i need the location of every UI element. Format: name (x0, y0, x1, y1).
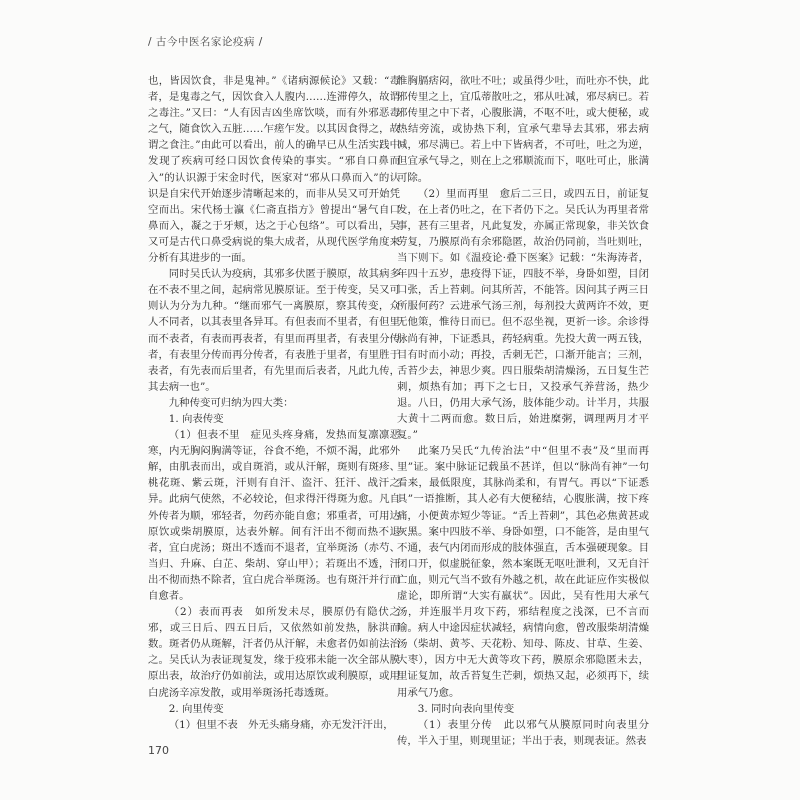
section-heading: 3. 同时向表向里传变 (417, 702, 515, 715)
paragraph: （2）里而再里 愈后二三日，或四五日，前证复发，在上者仍吐之，在下者仍下之。吴氏认为再里者常事，甚有三里者，凡此复发，亦属正常现象，非关饮食劳复，乃膜原尚有余邪隐匿，故治仍同前，当吐则吐，当下则下。如《温疫论·叠下医案》记载：“朱海涛者，年四十五岁，患疫得下证，四肢不举，身卧如塑，目闭口张，舌上苔刺。问其所苦，不能答。因问其子两三日所服何药？云进承气汤三剂，每剂投大黄两许不效，更无他策，惟待日而已。但不忍坐视，更祈一诊。余诊得脉尚有神，下证悉具，药轻病重。先投大黄一两五钱，目有时而小动；再投，舌刺无芒，口渐开能言；三剂，舌苔少去，神思少爽。四日服柴胡清燥汤，五日复生芒刺，烦热有加；再下之七日，又投承气养营汤，热少退。八日，仍用大承气汤，肢体能少动。计半月，共服大黄十二两而愈。数日后，始进糜粥，调理两月才平复。” (397, 187, 649, 442)
left-column (148, 73, 400, 733)
paragraph: 也，皆因饮食，非是鬼神。”《诸病源候论》又载：“毒者，是鬼毒之气，因饮食入人腹内……连滞停久，故谓之毒注。”又曰：“人有因吉凶坐席饮啖，而有外邪恶毒之气，随食饮入五脏……乍瘥乍发。以其因食得之，故谓之食注。”由此可以看出，前人的确早已从生活实践中发现了疾病可经口因饮食传染的事实。“邪自口鼻而入”的认识源于宋金时代，医家对“邪从口鼻而入”的认识是自宋代开始逐步清晰起来的，而非从吴又可开始凭空而出。宋代杨士瀛《仁斋直指方》曾提出“暑气自口鼻而入，凝之于牙颊，达之于心包络”。可以看出，吴又可是古代口鼻受病说的集大成者，从现代医学角度来分析有其进步的一面。 (148, 75, 400, 265)
right-column (397, 73, 649, 749)
section-heading: 1. 向表传变 (168, 412, 224, 425)
section-heading: 2. 向里传变 (168, 702, 224, 715)
paragraph: （1）但表不里 症见头疼身痛，发热而复凛凛恶寒，内无胸闷胸满等证，谷食不绝，不烦不渴，此邪外解，由肌表而出，或自斑消，或从汗解，斑则有斑疹、桃花斑、紫云斑，汗则有自汗、盗汗、狂汗、战汗之异。此病气使然，不必较论，但求得汗得斑为愈。凡自外传者为顺，邪轻者，勿药亦能自愈；邪重者，可用达原饮或柴胡膜原，达表外解。间有汗出不彻而热不退者，宜白虎汤；斑出不透而不退者，宜举斑汤（赤芍、当归、升麻、白芷、柴胡、穿山甲）；若斑出不透，汗出不彻而热不除者，宜白虎合举斑汤。也有斑汗并行而自愈者。 (148, 429, 400, 602)
paragraph: 此案乃吴氏“九传治法”中“但里不表”及“里而再里”证。案中脉证记载虽不甚详，但以“脉尚有神”一句看来，最低限度，其脉尚柔和，有胃气。再以“下证悉具”一语推断，其人必有大便秘结，心腹胀满，按下疼痛，小便黄赤短少等证。“舌上苔刺”，其色必焦黄甚或灰黑。案中四肢不举、身卧如塑，口不能答，是由里气不通，表气内闭而形成的肢体强直，舌本强硬现象。目闭口开，似虚脱征象，然本案既无呕吐泄利，又无自汗亡血，则元气当不致有外越之机，故在此证应作实极似虚论，即所谓“大实有羸状”。因此，吴有性用大承气汤，并连服半月攻下药，邪结程度之浅深，已不言而喻。病人中途因症状减轻，病情向愈，曾改服柴胡清燥汤（柴胡、黄芩、天花粉、知母、陈皮、甘草、生姜、大枣），因方中无大黄等攻下药，膜原余邪隐匿未去，里证复加，故舌苔复生芒刺，烦热又起，必须再下，续用承气乃愈。 (397, 445, 649, 699)
paragraph: （2）表而再表 如所发未尽，膜原仍有隐伏之邪，或三日后、四五日后，又依然如前发热，脉洪而数。斑者仍从斑解，汗者仍从汗解，未愈者仍如前法治之。吴氏认为表证现复发，缘于疫邪未能一次全部从膜原出表，故治疗仍如前法，或用达原饮或利膜原，或用白虎汤辛凉发散，或用举斑汤托毒透斑。 (148, 606, 400, 699)
page-number: 170 (148, 744, 169, 757)
paragraph: 同时吴氏认为疫病，其邪多伏匿于膜原，故其病多在不表不里之间，起病常见膜原证。至于传变，吴又可则认为分为九种。“继而邪气一离膜原，察其传变，众人不同者，以其表里各异耳。有但表而不里者，有但里而不表者，有表而再表者，有里而再里者，有表里分传者，有表里分传而再分传者，有表胜于里者，有里胜于表者，有先表而后里者，有先里而后表者，凡此九传，其去病一也”。 (148, 268, 400, 393)
paragraph: （1）但里不表 外无头痛身痛，亦无发汗汗出， (168, 718, 394, 731)
running-header: / 古今中医名家论疫病 / (148, 36, 263, 48)
paragraph: （1）表里分传 此以邪气从膜原同时向表里分传，半入于里，则现里证；半出于表，则现表证。然表 (397, 718, 649, 747)
paragraph: 九种传变可归纳为四大类： (168, 396, 294, 409)
paragraph: 惟胸膈痞闷，欲吐不吐；或虽得少吐，而吐亦不快，此邪传里之上，宜瓜蒂散吐之，邪从吐减，邪尽病已。若邪传里之中下者，心腹胀满，不呕不吐，或大便秘，或热结旁流，或协热下利，宜承气辈导去其邪，邪去病减，邪尽满已。若上中下皆病者，不可吐，吐之为逆，但宜承气导之，则在上之邪顺流而下，呕吐可止，胀满可除。 (397, 75, 649, 184)
